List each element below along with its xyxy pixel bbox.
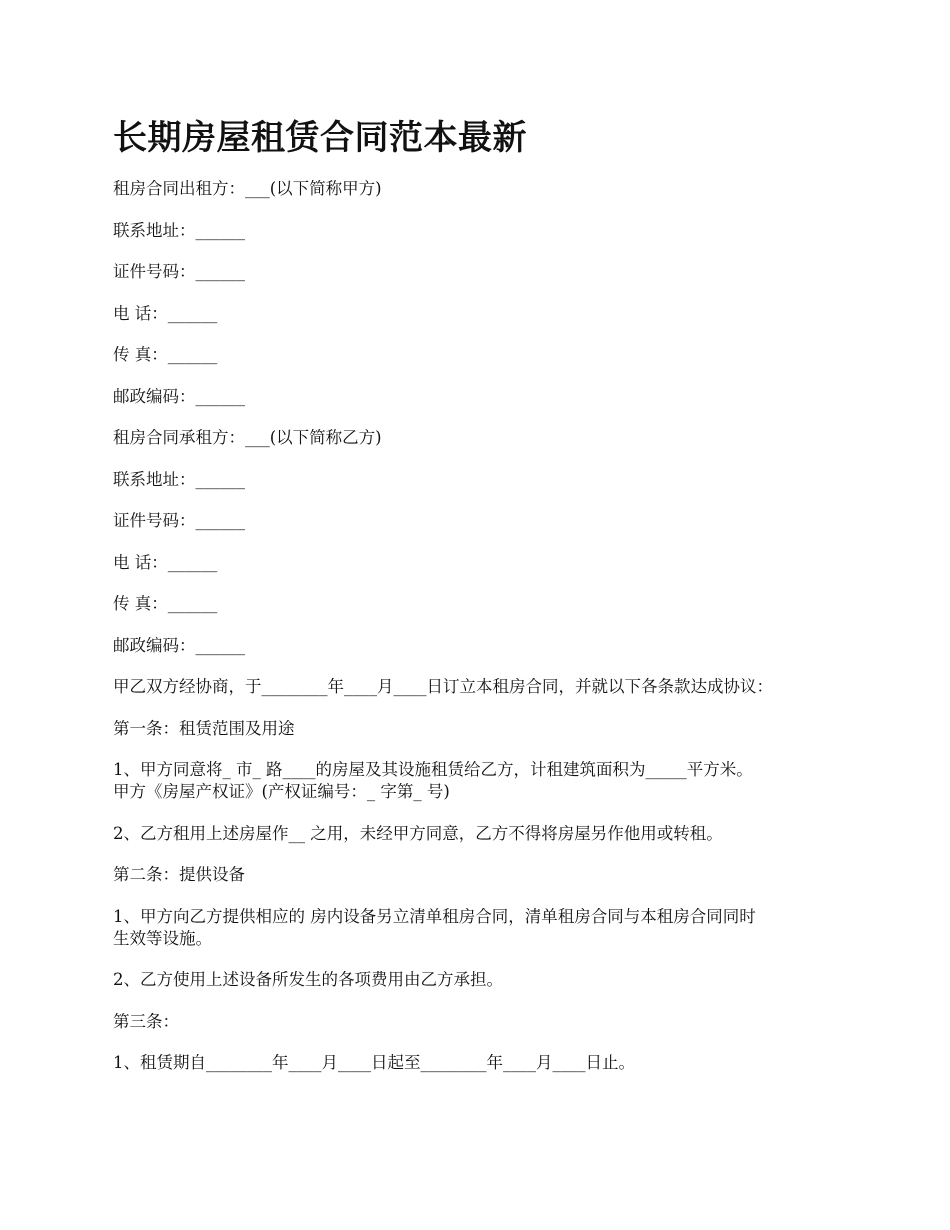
document-title: 长期房屋租赁合同范本最新 bbox=[113, 118, 527, 158]
lessee-postcode: 邮政编码：______ bbox=[113, 635, 245, 655]
lessee-line: 租房合同承租方：___(以下简称乙方) bbox=[113, 428, 382, 447]
article-3-clause-1: 1、租赁期自________年____月____日起至________年____月____日止。 bbox=[113, 1053, 635, 1072]
article-1-heading: 第一条：租赁范围及用途 bbox=[113, 718, 295, 738]
lessor-postcode: 邮政编码：______ bbox=[113, 386, 245, 406]
article-1-clause-2: 2、乙方租用上述房屋作__ 之用，未经甲方同意，乙方不得将房屋另作他用或转租。 bbox=[113, 823, 723, 843]
article-2-heading: 第二条：提供设备 bbox=[113, 865, 245, 884]
lessor-address: 联系地址：______ bbox=[113, 220, 245, 240]
agreement-intro: 甲乙双方经协商，于________年____月____日订立本租房合同，并就以下各条款达成协议： bbox=[113, 677, 773, 696]
lessee-id-number: 证件号码：______ bbox=[113, 511, 245, 530]
article-2-clause-1: 1、甲方向乙方提供相应的 房内设备另立清单租房合同，清单租房合同与本租房合同同时 生效等设施。 bbox=[113, 906, 756, 948]
document-page bbox=[113, 112, 853, 1094]
lessor-fax: 传 真：______ bbox=[113, 345, 218, 364]
lessee-phone: 电 话：______ bbox=[113, 552, 218, 572]
lessor-phone: 电 话：______ bbox=[113, 303, 218, 323]
article-2-clause-2: 2、乙方使用上述设备所发生的各项费用由乙方承担。 bbox=[113, 970, 503, 989]
lessee-address: 联系地址：______ bbox=[113, 469, 245, 489]
lessee-fax: 传 真：______ bbox=[113, 594, 218, 613]
article-1-clause-1: 1、甲方同意将_ 市_ 路____的房屋及其设施租赁给乙方，计租建筑面积为_____平方米。 甲方《房屋产权证》(产权证编号：_ 字第_ 号) bbox=[113, 760, 753, 801]
lessor-line: 租房合同出租方：___(以下简称甲方) bbox=[113, 179, 382, 198]
lessor-id-number: 证件号码：______ bbox=[113, 262, 245, 281]
article-3-heading: 第三条： bbox=[113, 1011, 179, 1031]
